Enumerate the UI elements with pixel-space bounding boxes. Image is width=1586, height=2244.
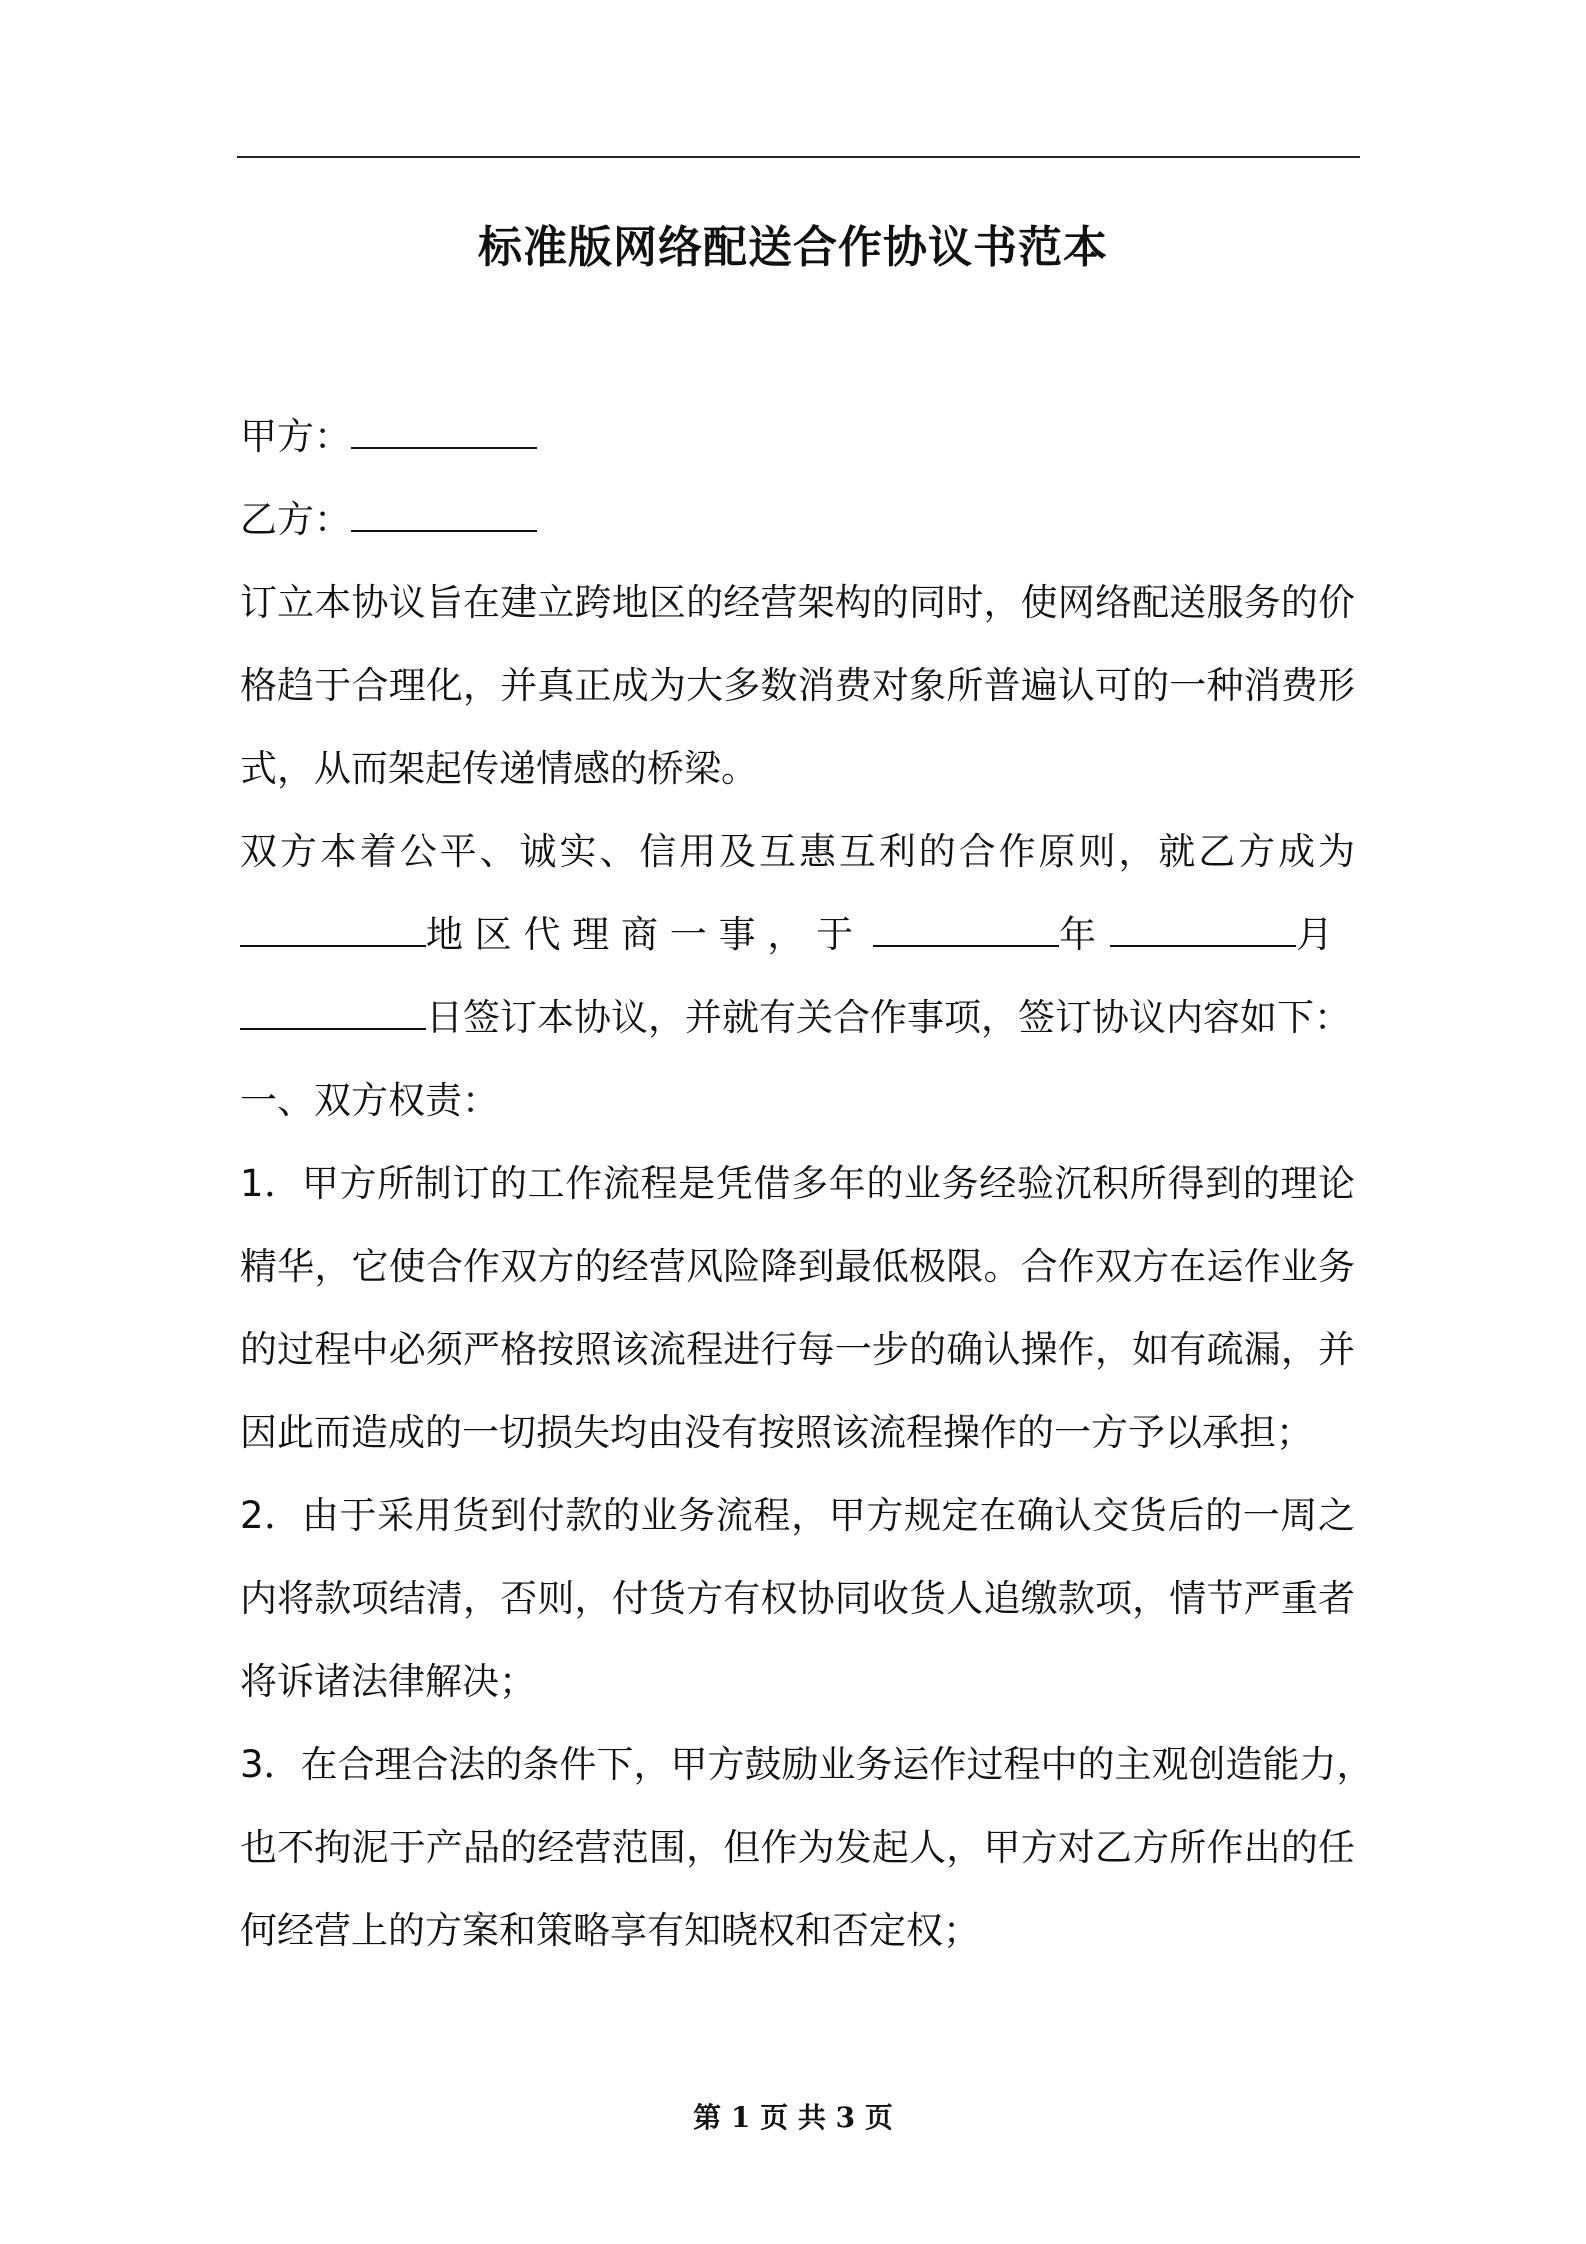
agreement-region-text: 地 区 代 理 商 一 事 ， 于 <box>426 913 854 956</box>
clause-3-line: 3．在合理合法的条件下，甲方鼓励业务运作过程中的主观创造能力， <box>240 1743 1374 1786</box>
agreement-line-day <box>240 988 1355 1048</box>
party-b-blank <box>351 500 537 532</box>
clause-2-line: 2．由于采用货到付款的业务流程，甲方规定在确认交货后的一周之 <box>240 1494 1355 1537</box>
month-blank <box>1110 915 1296 947</box>
year-blank <box>873 915 1059 947</box>
year-label: 年 <box>1059 913 1097 956</box>
region-blank <box>240 915 426 947</box>
page-number: 第 1 页 共 3 页 <box>693 2101 893 2134</box>
agreement-line: 双方本着公平、诚实、信用及互惠互利的合作原则，就乙方成为 <box>240 830 1355 873</box>
agreement-sign-text: 日签订本协议，并就有关合作事项，签订协议内容如下： <box>426 996 1351 1039</box>
clause-1-line: 因此而造成的一切损失均由没有按照该流程操作的一方予以承担； <box>240 1411 1313 1454</box>
party-b-line <box>240 490 1355 550</box>
section-heading: 一、双方权责： <box>240 1079 499 1122</box>
party-a-line <box>240 407 1355 467</box>
agreement-line-dates <box>240 905 1355 965</box>
header-rule <box>237 156 1360 158</box>
intro-line: 式，从而架起传递情感的桥梁。 <box>240 747 758 790</box>
clause-3-line: 何经营上的方案和策略享有知晓权和否定权； <box>240 1909 980 1952</box>
document-title: 标准版网络配送合作协议书范本 <box>478 222 1108 273</box>
intro-line: 订立本协议旨在建立跨地区的经营架构的同时，使网络配送服务的价 <box>240 581 1355 624</box>
clause-1-line: 精华，它使合作双方的经营风险降到最低极限。合作双方在运作业务 <box>240 1245 1355 1288</box>
clause-2-line: 将诉诸法律解决； <box>240 1660 536 1703</box>
party-a-label: 甲方： <box>240 415 351 458</box>
day-blank <box>240 998 426 1030</box>
month-label: 月 <box>1296 913 1334 956</box>
clause-3-line: 也不拘泥于产品的经营范围，但作为发起人，甲方对乙方所作出的任 <box>240 1826 1355 1869</box>
clause-1-line: 的过程中必须严格按照该流程进行每一步的确认操作，如有疏漏，并 <box>240 1328 1355 1371</box>
party-a-blank <box>351 417 537 449</box>
clause-2-line: 内将款项结清，否则，付货方有权协同收货人追缴款项，情节严重者 <box>240 1577 1355 1620</box>
clause-1-line: 1．甲方所制订的工作流程是凭借多年的业务经验沉积所得到的理论 <box>240 1162 1355 1205</box>
intro-line: 格趋于合理化，并真正成为大多数消费对象所普遍认可的一种消费形 <box>240 664 1355 707</box>
party-b-label: 乙方： <box>240 498 351 541</box>
